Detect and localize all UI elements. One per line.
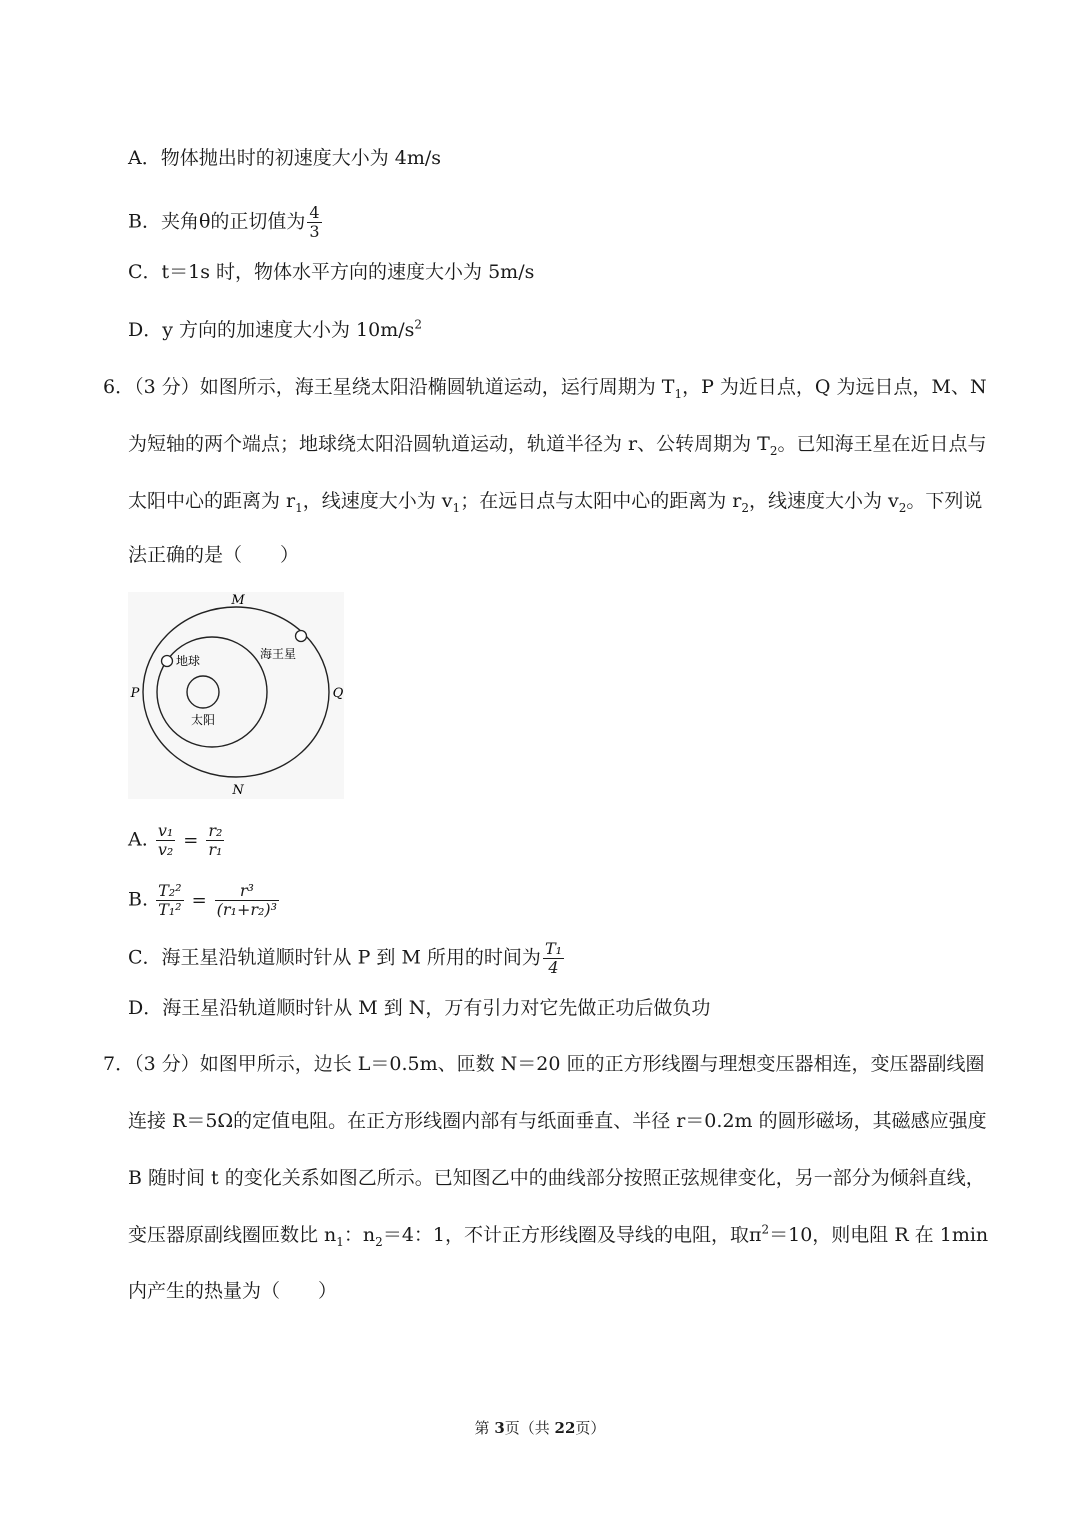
q6-option-c-text: C．海王星沿轨道顺时针从 P 到 M 所用的时间为 xyxy=(128,946,541,969)
text: B 随时间 t 的变化关系如图乙所示。已知图乙中的曲线部分按照正弦规律变化，另一部分为倾斜直线， xyxy=(128,1167,985,1189)
page-number: 3 xyxy=(494,1419,505,1437)
q5-option-d-text: D．y 方向的加速度大小为 10m/s xyxy=(128,319,415,341)
fraction-denominator: r₁ xyxy=(208,840,223,859)
fraction-numerator: T₁ xyxy=(544,939,563,958)
q5-option-b-text: B．夹角θ的正切值为 xyxy=(128,210,306,233)
q7-stem-line2 xyxy=(128,1109,987,1133)
superscript: 2 xyxy=(761,1222,770,1237)
q7-stem-line5 xyxy=(128,1279,337,1303)
label-earth: 地球 xyxy=(176,654,201,668)
q6-stem-line1 xyxy=(103,375,987,399)
label-m: M xyxy=(231,593,245,608)
q6-option-b-rhs xyxy=(215,882,279,919)
orbit-diagram xyxy=(128,592,344,799)
text: 7．（3 分）如图甲所示，边长 L＝0.5m、匝数 N＝20 匝的正方形线圈与理想变压器相连，变压器副线圈 xyxy=(103,1053,985,1075)
q7-stem-line4 xyxy=(128,1223,988,1247)
equals-sign: = xyxy=(183,829,199,851)
q5-option-c-text: C．t＝1s 时，物体水平方向的速度大小为 5m/s xyxy=(128,261,535,283)
q7-stem-line1 xyxy=(103,1052,985,1076)
q6-stem-line2 xyxy=(128,432,987,456)
fraction-numerator: T₂² xyxy=(158,881,182,900)
earth-planet xyxy=(162,656,173,667)
fraction-denominator: v₂ xyxy=(157,840,174,859)
text: 为短轴的两个端点；地球绕太阳沿圆轨道运动，轨道半径为 r、公转周期为 T xyxy=(128,433,770,455)
earth-orbit xyxy=(157,637,267,747)
text: 太阳中心的距离为 r xyxy=(128,490,296,512)
q6-option-d xyxy=(128,996,710,1020)
q6-option-c xyxy=(128,940,566,977)
subscript: 2 xyxy=(741,500,749,515)
q6-option-a xyxy=(128,822,226,859)
text: 第 xyxy=(474,1419,495,1437)
label-q: Q xyxy=(332,686,344,701)
subscript: 2 xyxy=(769,443,778,458)
text: ＝10，则电阻 R 在 1min xyxy=(769,1224,989,1246)
subscript: 2 xyxy=(898,500,907,515)
text: 。下列说 xyxy=(906,490,983,512)
q6-option-d-text: D．海王星沿轨道顺时针从 M 到 N，万有引力对它先做正功后做负功 xyxy=(128,997,711,1019)
q7-stem-line3 xyxy=(128,1166,985,1190)
option-label: A. xyxy=(128,828,148,851)
text: ；在远日点与太阳中心的距离为 r xyxy=(460,490,742,512)
page-total: 22 xyxy=(554,1419,576,1437)
fraction-denominator: 3 xyxy=(309,222,320,241)
q5-option-b xyxy=(128,204,324,241)
superscript: 2 xyxy=(414,317,423,332)
q6-option-b xyxy=(128,882,281,919)
equals-sign: = xyxy=(191,889,207,911)
label-n: N xyxy=(232,783,244,798)
text: 变压器原副线圈匝数比 n xyxy=(128,1224,337,1246)
text: ，线速度大小为 v xyxy=(302,490,453,512)
text: 。已知海王星在近日点与 xyxy=(777,433,987,455)
q6-option-a-rhs xyxy=(206,822,224,859)
text: ＝4：1，不计正方形线圈及导线的电阻，取π xyxy=(382,1224,762,1246)
sun-circle xyxy=(187,676,219,708)
q6-option-c-fraction xyxy=(543,940,564,977)
text: 页（共 xyxy=(504,1419,555,1437)
page-footer xyxy=(0,1418,1080,1438)
neptune-planet xyxy=(296,631,307,642)
orbit-diagram-svg xyxy=(128,592,344,799)
subscript: 1 xyxy=(295,500,303,515)
q5-option-d xyxy=(128,318,422,342)
option-label: B. xyxy=(128,888,149,911)
text: ：n xyxy=(343,1224,376,1246)
fraction-numerator: 4 xyxy=(309,203,320,222)
label-neptune: 海王星 xyxy=(260,647,297,661)
q5-option-a-text: A．物体抛出时的初速度大小为 4m/s xyxy=(128,147,442,169)
q5-option-b-fraction xyxy=(307,204,321,241)
text: 内产生的热量为（ ） xyxy=(128,1280,338,1302)
text: 连接 R＝5Ω的定值电阻。在正方形线圈内部有与纸面垂直、半径 r＝0.2m 的圆形磁场，其磁感应强度 xyxy=(128,1110,987,1132)
subscript: 2 xyxy=(375,1234,383,1249)
q6-stem-line4 xyxy=(128,543,299,567)
fraction-numerator: v₁ xyxy=(157,821,174,840)
q6-option-a-lhs xyxy=(156,822,175,859)
q5-option-a xyxy=(128,146,441,170)
subscript: 1 xyxy=(674,386,683,401)
label-p: P xyxy=(130,686,140,701)
text: 页） xyxy=(575,1419,606,1437)
subscript: 1 xyxy=(452,500,461,515)
text: ，P 为近日点，Q 为远日点，M、N xyxy=(682,376,987,398)
q6-option-b-lhs xyxy=(156,882,184,919)
text: 法正确的是（ ） xyxy=(128,544,300,566)
fraction-denominator: 4 xyxy=(548,958,559,977)
fraction-numerator: r³ xyxy=(215,882,279,901)
text: 6．（3 分）如图所示，海王星绕太阳沿椭圆轨道运动，运行周期为 T xyxy=(103,376,675,398)
subscript: 1 xyxy=(336,1234,344,1249)
fraction-denominator: T₁² xyxy=(158,900,182,919)
text: ，线速度大小为 v xyxy=(748,490,899,512)
fraction-denominator: (r₁+r₂)³ xyxy=(216,900,278,919)
q5-option-c xyxy=(128,260,534,284)
q6-stem-line3 xyxy=(128,489,982,513)
fraction-numerator: r₂ xyxy=(208,821,223,840)
label-sun: 太阳 xyxy=(190,713,216,727)
